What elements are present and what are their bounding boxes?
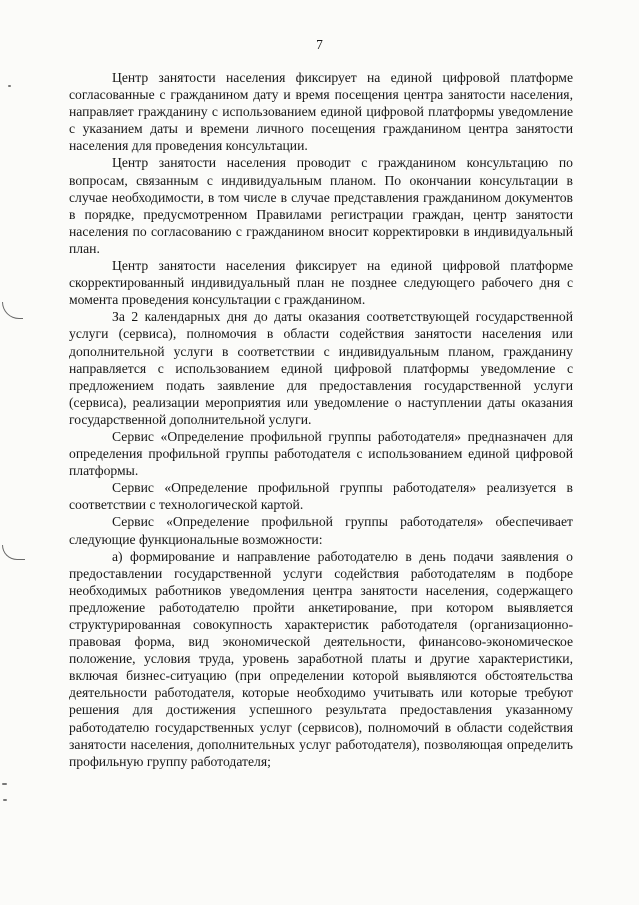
scan-speck [2, 783, 7, 785]
paragraph-service-capabilities: Сервис «Определение профильной группы работодателя» обеспечивает следующие функциональные возможности: [69, 514, 573, 547]
paragraph-two-days-notice: За 2 календарных дня до даты оказания соответствующей государственной услуги (сервиса), полномочия в области содействия занятости населения или дополнительной услуги в соответствии с индивидуальным планом, гражданину направляется с использованием единой цифровой платформы уведомление с предложением подать заявление для предоставления государственной услуги (сервиса), реализации мероприятия или уведомление о наступлении даты оказания государственной дополнительной услуги. [69, 309, 573, 427]
paragraph-platform-notification: Центр занятости населения фиксирует на единой цифровой платформе согласованные с гражданином дату и время посещения центра занятости населения, направляет гражданину с использованием единой цифровой платформы уведомление с указанием даты и времени личного посещения гражданином центра занятости населения для проведения консультации. [69, 70, 573, 154]
paragraph-service-tech-card: Сервис «Определение профильной группы работодателя» реализуется в соответствии с технологической картой. [69, 480, 573, 513]
document-body [69, 69, 573, 770]
paragraph-service-purpose: Сервис «Определение профильной группы работодателя» предназначен для определения профильной группы работодателя с использованием единой цифровой платформы. [69, 428, 573, 479]
scan-binding-mark [2, 302, 23, 319]
paragraph-consultation: Центр занятости населения проводит с гражданином консультацию по вопросам, связанным с индивидуальным планом. По окончании консультации в случае необходимости, в том числе в случае представления гражданином документов в порядке, предусмотренном Правилами регистрации граждан, центр занятости населения по согласованию с гражданином вносит корректировки в индивидуальный план. [69, 155, 573, 256]
scan-speck [3, 799, 7, 801]
scan-binding-mark [2, 545, 25, 560]
scan-speck [8, 85, 11, 87]
page-number: 7 [316, 37, 323, 52]
paragraph-item-a: а) формирование и направление работодателю в день подачи заявления о предоставлении государственной услуги содействия работодателям в подборе необходимых работников уведомления центра занятости населения, содержащего предложение работодателю пройти анкетирование, при котором выявляется структурированная совокупность характеристик работодателя (организационно-правовая форма, вид экономической деятельности, финансово-экономическое положение, условия труда, уровень заработной платы и другие характеристики, включая бизнес-ситуацию (при определении которой выявляются обстоятельства деятельности работодателя, которые необходимо учитывать или которые требуют решения для достижения успешного результата предоставления указанному работодателю государственных услуг (сервисов), полномочий в области содействия занятости населения, дополнительных услуг работодателя), позволяющая определить профильную группу работодателя; [69, 548, 573, 769]
paragraph-adjusted-plan: Центр занятости населения фиксирует на единой цифровой платформе скорректированный индивидуальный план не позднее следующего рабочего дня с момента проведения консультации с гражданином. [69, 258, 573, 308]
